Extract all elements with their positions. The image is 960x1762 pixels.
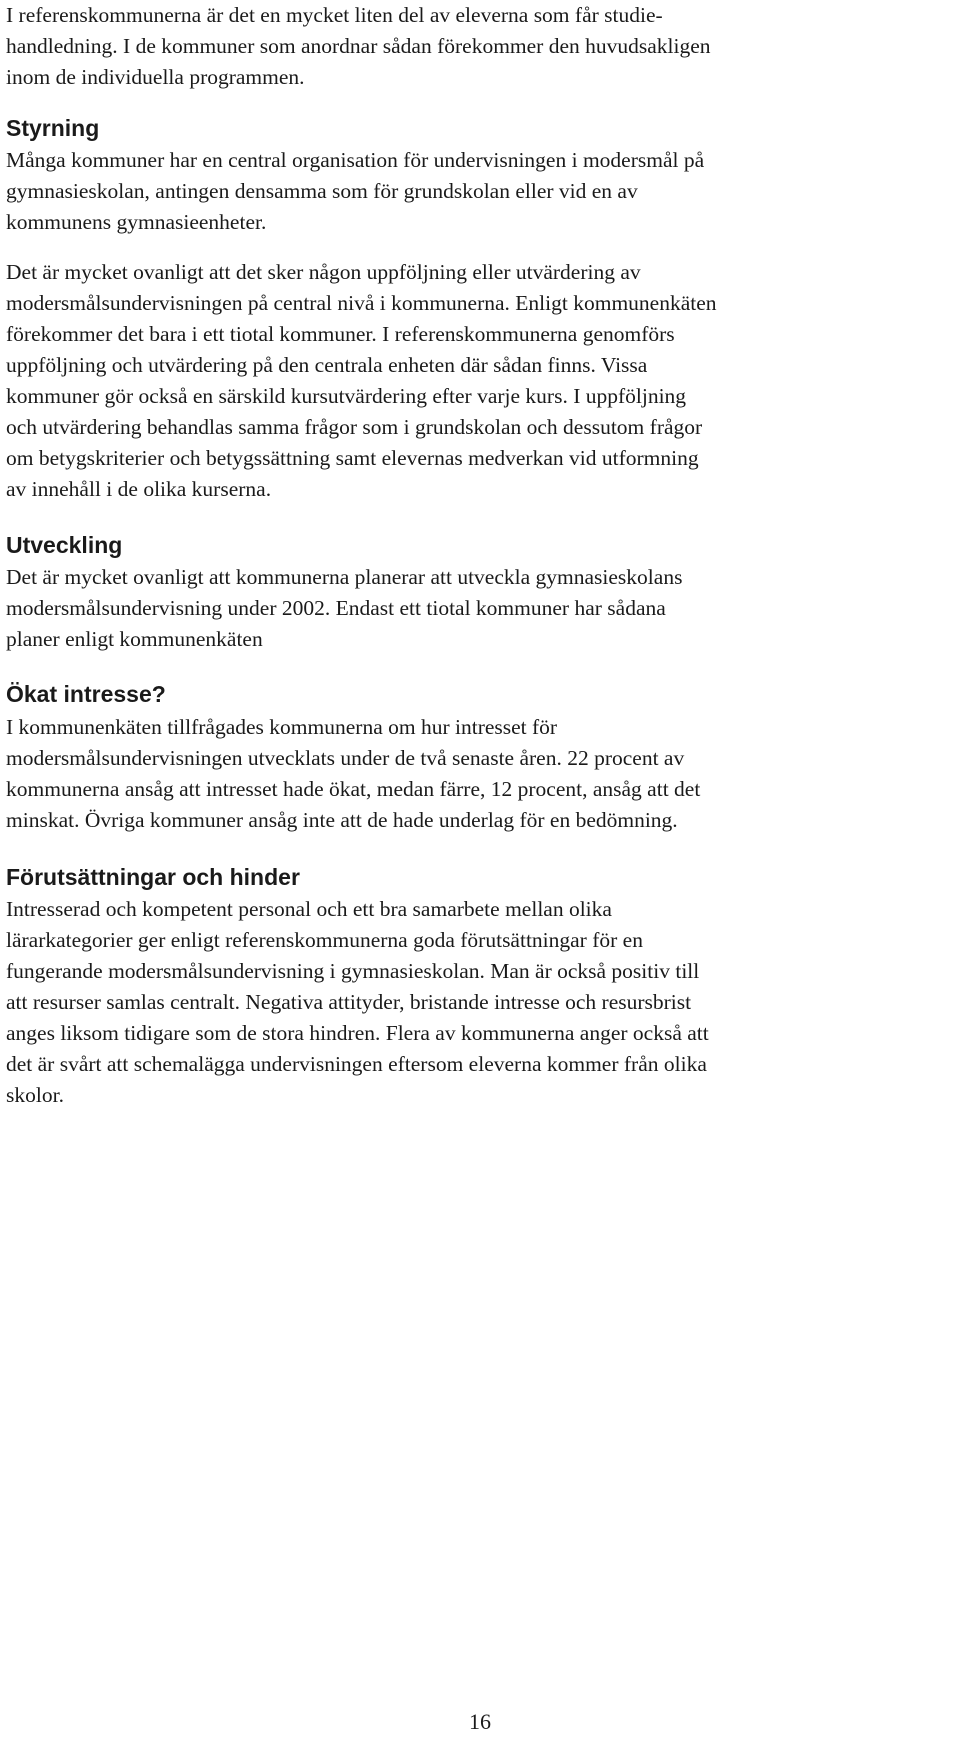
- styrning-paragraph-1: [6, 145, 704, 238]
- text-line: förekommer det bara i ett tiotal kommuner. I referenskommunerna genomförs: [6, 322, 675, 346]
- okat-intresse-paragraph: [6, 712, 700, 836]
- text-line: att resurser samlas centralt. Negativa attityder, bristande intresse och resursbrist: [6, 990, 692, 1014]
- styrning-paragraph-2: [6, 257, 717, 505]
- section-heading-styrning: Styrning: [6, 115, 100, 141]
- text-line: planer enligt kommunenkäten: [6, 627, 263, 651]
- text-line: kommunerna ansåg att intresset hade ökat, medan färre, 12 procent, ansåg att det: [6, 777, 701, 801]
- intro-paragraph: [6, 0, 711, 93]
- text-line: lärarkategorier ger enligt referenskommunerna goda förutsättningar för en: [6, 928, 643, 952]
- text-line: och utvärdering behandlas samma frågor som i grundskolan och dessutom frågor: [6, 415, 703, 439]
- section-heading-forutsattningar: Förutsättningar och hinder: [6, 864, 300, 890]
- text-line: Intresserad och kompetent personal och ett bra samarbete mellan olika: [6, 897, 612, 921]
- text-line: modersmålsundervisningen på central nivå i kommunerna. Enligt kommunenkäten: [6, 291, 717, 315]
- section-heading-okat-intresse: Ökat intresse?: [6, 681, 166, 707]
- text-line: anges liksom tidigare som de stora hindren. Flera av kommunerna anger också att: [6, 1021, 709, 1045]
- text-line: Det är mycket ovanligt att kommunerna planerar att utveckla gymnasieskolans: [6, 565, 683, 589]
- text-line: gymnasieskolan, antingen densamma som för grundskolan eller vid en av: [6, 179, 638, 203]
- text-line: skolor.: [6, 1083, 64, 1107]
- text-line: Det är mycket ovanligt att det sker någon uppföljning eller utvärdering av: [6, 260, 641, 284]
- section-heading-utveckling: Utveckling: [6, 532, 123, 558]
- forutsattningar-paragraph: [6, 894, 709, 1111]
- text-line: uppföljning och utvärdering på den centrala enheten där sådan finns. Vissa: [6, 353, 648, 377]
- text-line: handledning. I de kommuner som anordnar sådan förekommer den huvudsakligen: [6, 34, 711, 58]
- text-line: minskat. Övriga kommuner ansåg inte att de hade underlag för en bedömning.: [6, 808, 678, 832]
- utveckling-paragraph: [6, 562, 682, 655]
- text-line: kommunens gymnasieenheter.: [6, 210, 267, 234]
- text-line: om betygskriterier och betygssättning samt elevernas medverkan vid utformning: [6, 446, 699, 470]
- text-line: I kommunenkäten tillfrågades kommunerna om hur intresset för: [6, 715, 558, 739]
- text-line: modersmålsundervisningen utvecklats under de två senaste åren. 22 procent av: [6, 746, 685, 770]
- text-line: modersmålsundervisning under 2002. Endast ett tiotal kommuner har sådana: [6, 596, 666, 620]
- text-line: kommuner gör också en särskild kursutvärdering efter varje kurs. I uppföljning: [6, 384, 687, 408]
- text-line: av innehåll i de olika kurserna.: [6, 477, 272, 501]
- text-line: fungerande modersmålsundervisning i gymnasieskolan. Man är också positiv till: [6, 959, 700, 983]
- text-line: I referenskommunerna är det en mycket liten del av eleverna som får studie-: [6, 3, 663, 27]
- text-line: det är svårt att schemalägga undervisningen eftersom eleverna kommer från olika: [6, 1052, 707, 1076]
- page-number: 16: [469, 1709, 491, 1734]
- text-line: inom de individuella programmen.: [6, 65, 305, 89]
- text-line: Många kommuner har en central organisation för undervisningen i modersmål på: [6, 148, 705, 172]
